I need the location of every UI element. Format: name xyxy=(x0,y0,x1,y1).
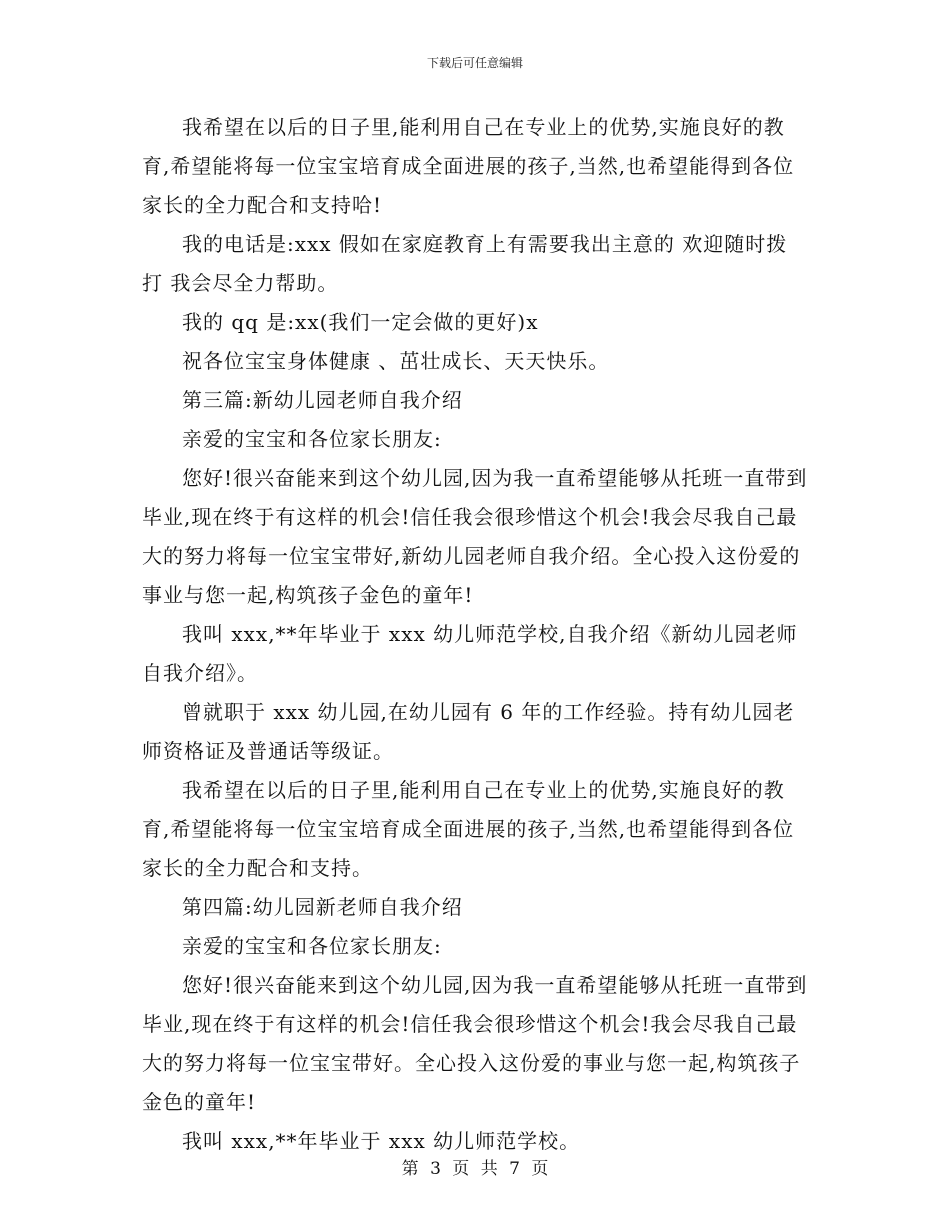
section-heading: 第三篇:新幼儿园老师自我介绍 xyxy=(182,388,463,412)
paragraph: 我希望在以后的日子里,能利用自己在专业上的优势,实施良好的教育,希望能将每一位宝宝培育成全面进展的孩子,当然,也希望能得到各位家长的全力配合和支持哈! xyxy=(142,115,795,217)
paragraph: 祝各位宝宝身体健康 、茁壮成长、天天快乐。 xyxy=(182,349,610,373)
paragraph: 我的电话是:xxx 假如在家庭教育上有需要我出主意的 欢迎随时拨打 我会尽全力帮助。 xyxy=(142,232,788,295)
salutation: 亲爱的宝宝和各位家长朋友: xyxy=(182,934,442,958)
salutation: 亲爱的宝宝和各位家长朋友: xyxy=(182,427,442,451)
page-header: 下载后可任意编辑 xyxy=(426,56,523,70)
section-heading: 第四篇:幼儿园新老师自我介绍 xyxy=(182,895,463,919)
paragraph: 您好!很兴奋能来到这个幼儿园,因为我一直希望能够从托班一直带到毕业,现在终于有这样的机会!信任我会很珍惜这个机会!我会尽我自己最大的努力将每一位宝宝带好,新幼儿园老师自我介绍。全心投入这份爱的事业与您一起,构筑孩子金色的童年! xyxy=(142,466,808,607)
document-body xyxy=(142,108,808,1161)
paragraph: 您好!很兴奋能来到这个幼儿园,因为我一直希望能够从托班一直带到毕业,现在终于有这样的机会!信任我会很珍惜这个机会!我会尽我自己最大的努力将每一位宝宝带好。全心投入这份爱的事业与您一起,构筑孩子金色的童年! xyxy=(142,973,808,1114)
paragraph: 我叫 xxx,**年毕业于 xxx 幼儿师范学校,自我介绍《新幼儿园老师自我介绍》。 xyxy=(142,622,798,685)
paragraph: 我叫 xxx,**年毕业于 xxx 幼儿师范学校。 xyxy=(182,1129,581,1153)
paragraph: 我的 qq 是:xx(我们一定会做的更好)x xyxy=(182,310,539,334)
page-number-footer: 第 3 页 共 7 页 xyxy=(401,1159,549,1179)
paragraph: 曾就职于 xxx 幼儿园,在幼儿园有 6 年的工作经验。持有幼儿园老师资格证及普通话等级证。 xyxy=(142,700,795,763)
paragraph: 我希望在以后的日子里,能利用自己在专业上的优势,实施良好的教育,希望能将每一位宝宝培育成全面进展的孩子,当然,也希望能得到各位家长的全力配合和支持。 xyxy=(142,778,795,880)
